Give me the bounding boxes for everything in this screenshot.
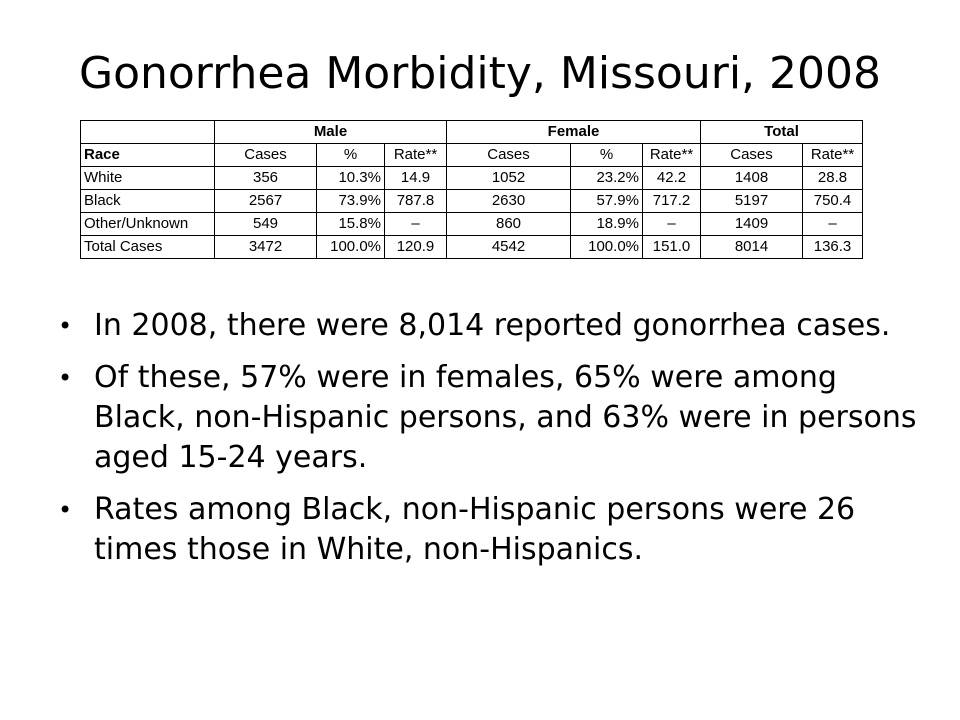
table-cell: 5197 <box>701 190 803 213</box>
table-cell: 4542 <box>447 236 571 259</box>
table-group-female: Female <box>447 121 701 144</box>
table-cell: 14.9 <box>385 167 447 190</box>
bullet-dot-icon: • <box>58 496 73 524</box>
table-cell: 151.0 <box>643 236 701 259</box>
table-row <box>81 213 863 236</box>
table-cell: 356 <box>215 167 317 190</box>
table-cell: 100.0% <box>317 236 385 259</box>
table-cell: White <box>81 167 215 190</box>
bullet-text: In 2008, there were 8,014 reported gonorrhea cases. <box>94 308 891 343</box>
table-cell: 15.8% <box>317 213 385 236</box>
table-row <box>81 167 863 190</box>
table-cell: 42.2 <box>643 167 701 190</box>
table-cell: 1052 <box>447 167 571 190</box>
table-cell: 717.2 <box>643 190 701 213</box>
column-header: Cases <box>215 144 317 167</box>
table-cell: 57.9% <box>571 190 643 213</box>
table-cell: 1408 <box>701 167 803 190</box>
bullet-item <box>58 490 918 570</box>
column-header: Rate** <box>803 144 863 167</box>
table-cell: 8014 <box>701 236 803 259</box>
table-cell: 3472 <box>215 236 317 259</box>
table-cell: 787.8 <box>385 190 447 213</box>
bullet-text: Rates among Black, non-Hispanic persons were 26 times those in White, non-Hispanics. <box>94 492 856 567</box>
table-cell: 73.9% <box>317 190 385 213</box>
bullet-item <box>58 358 918 478</box>
table-column-header-row <box>81 144 863 167</box>
bullet-item <box>58 306 918 346</box>
table-row <box>81 190 863 213</box>
bullet-dot-icon: • <box>58 312 73 340</box>
bullet-list <box>58 306 918 582</box>
slide-title: Gonorrhea Morbidity, Missouri, 2008 <box>78 48 881 99</box>
table-group-blank-cell <box>81 121 215 144</box>
column-header: Race <box>81 144 215 167</box>
bullet-dot-icon: • <box>58 364 73 392</box>
table-cell: Total Cases <box>81 236 215 259</box>
table-cell: – <box>803 213 863 236</box>
table-cell: 23.2% <box>571 167 643 190</box>
table-cell: – <box>643 213 701 236</box>
column-header: % <box>317 144 385 167</box>
table-cell: 10.3% <box>317 167 385 190</box>
table-cell: 2630 <box>447 190 571 213</box>
column-header: Cases <box>447 144 571 167</box>
bullet-text: Of these, 57% were in females, 65% were among Black, non-Hispanic persons, and 63% were in persons aged 15-24 years. <box>94 360 917 475</box>
table-cell: 2567 <box>215 190 317 213</box>
table-cell: 750.4 <box>803 190 863 213</box>
table-cell: 18.9% <box>571 213 643 236</box>
table-cell: 136.3 <box>803 236 863 259</box>
table-group-male: Male <box>215 121 447 144</box>
column-header: Rate** <box>385 144 447 167</box>
table-cell: Black <box>81 190 215 213</box>
table-cell: 120.9 <box>385 236 447 259</box>
table-row <box>81 236 863 259</box>
column-header: Cases <box>701 144 803 167</box>
table-cell: Other/Unknown <box>81 213 215 236</box>
table-cell: 100.0% <box>571 236 643 259</box>
table-cell: 860 <box>447 213 571 236</box>
table-cell: 28.8 <box>803 167 863 190</box>
column-header: % <box>571 144 643 167</box>
gonorrhea-morbidity-table <box>80 120 863 259</box>
column-header: Rate** <box>643 144 701 167</box>
table-cell: 549 <box>215 213 317 236</box>
table-cell: 1409 <box>701 213 803 236</box>
table-group-header-row <box>81 121 863 144</box>
table-group-total: Total <box>701 121 863 144</box>
table-cell: – <box>385 213 447 236</box>
